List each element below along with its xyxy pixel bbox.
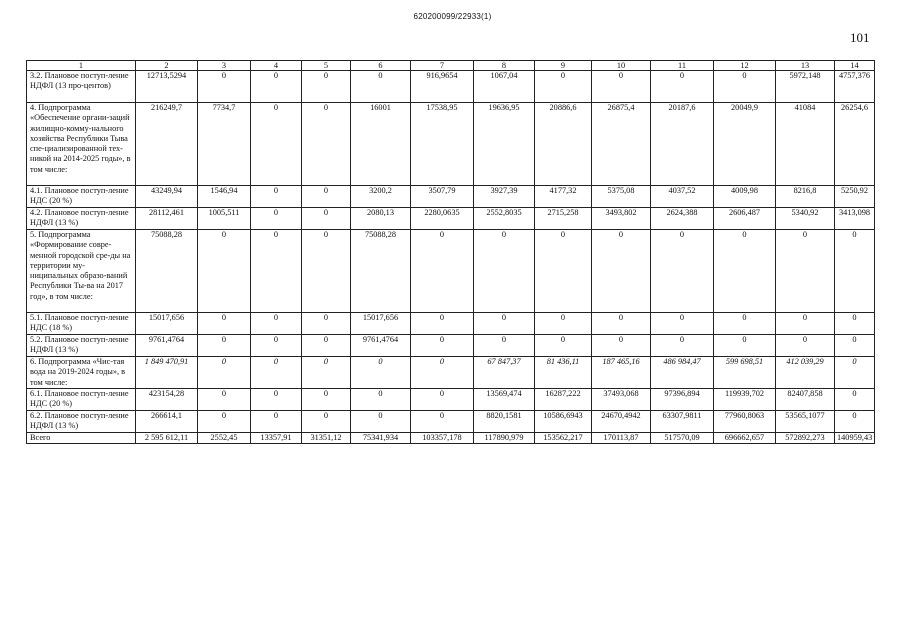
table-cell: 572892,273 [776, 433, 835, 444]
table-cell: 26254,6 [835, 103, 875, 186]
table-cell: 8820,1581 [474, 411, 535, 433]
table-cell: 0 [198, 357, 251, 389]
table-cell: 0 [302, 103, 351, 186]
table-cell: 916,9654 [411, 71, 474, 103]
table-cell: 486 984,47 [651, 357, 714, 389]
table-cell: 0 [411, 357, 474, 389]
table-cell: 67 847,37 [474, 357, 535, 389]
table-cell: 0 [302, 357, 351, 389]
row-label: 5.2. Плановое поступ-ление НДФЛ (13 %) [27, 335, 136, 357]
table-cell: 0 [302, 186, 351, 208]
table-row [27, 411, 875, 433]
table-cell: 3507,79 [411, 186, 474, 208]
column-header: 8 [474, 61, 535, 71]
table-cell: 82407,858 [776, 389, 835, 411]
table-header-row [27, 61, 875, 71]
table-row [27, 357, 875, 389]
table-cell: 187 465,16 [592, 357, 651, 389]
table-cell: 423154,28 [136, 389, 198, 411]
table-cell: 0 [251, 208, 302, 230]
row-label: 3.2. Плановое поступ-ление НДФЛ (13 про-центов) [27, 71, 136, 103]
table-cell: 2 595 612,11 [136, 433, 198, 444]
table-cell: 119939,702 [714, 389, 776, 411]
table-cell: 20187,6 [651, 103, 714, 186]
table-cell: 0 [714, 71, 776, 103]
table-cell: 0 [351, 389, 411, 411]
table-cell: 20049,9 [714, 103, 776, 186]
row-label: 6.1. Плановое поступ-ление НДС (20 %) [27, 389, 136, 411]
table-cell: 1067,04 [474, 71, 535, 103]
table-cell: 97396,894 [651, 389, 714, 411]
table-cell: 77960,8063 [714, 411, 776, 433]
table-cell: 0 [302, 230, 351, 313]
table-cell: 0 [535, 230, 592, 313]
table-cell: 0 [351, 71, 411, 103]
column-header: 11 [651, 61, 714, 71]
table-row [27, 71, 875, 103]
table-cell: 63307,9811 [651, 411, 714, 433]
table-cell: 0 [198, 389, 251, 411]
table-cell: 0 [474, 335, 535, 357]
row-label: 5.1. Плановое поступ-ление НДС (18 %) [27, 313, 136, 335]
column-header: 6 [351, 61, 411, 71]
table-cell: 53565,1077 [776, 411, 835, 433]
table-cell: 24670,4942 [592, 411, 651, 433]
table-cell: 0 [592, 335, 651, 357]
table-cell: 153562,217 [535, 433, 592, 444]
table-cell: 0 [835, 411, 875, 433]
table-cell: 117890,979 [474, 433, 535, 444]
table-cell: 266614,1 [136, 411, 198, 433]
page-number: 101 [850, 30, 870, 45]
table-cell: 3927,39 [474, 186, 535, 208]
table-cell: 0 [714, 313, 776, 335]
table-cell: 517570,09 [651, 433, 714, 444]
table-cell: 4009,98 [714, 186, 776, 208]
table-cell: 16001 [351, 103, 411, 186]
table-cell: 0 [251, 335, 302, 357]
table-cell: 412 039,29 [776, 357, 835, 389]
table-cell: 0 [651, 230, 714, 313]
column-header: 3 [198, 61, 251, 71]
table-cell: 0 [474, 313, 535, 335]
table-cell: 0 [651, 313, 714, 335]
table-cell: 75341,934 [351, 433, 411, 444]
table-cell: 15017,656 [351, 313, 411, 335]
table-cell: 0 [302, 313, 351, 335]
table-cell: 599 698,51 [714, 357, 776, 389]
table-cell: 0 [198, 71, 251, 103]
table-row [27, 335, 875, 357]
table-cell: 7734,7 [198, 103, 251, 186]
table-cell: 26875,4 [592, 103, 651, 186]
table-cell: 0 [411, 411, 474, 433]
document-id: 620200099/22933(1) [413, 12, 492, 21]
table-cell: 0 [835, 230, 875, 313]
table-cell: 0 [592, 313, 651, 335]
row-label: 4.2. Плановое поступ-ление НДФЛ (13 %) [27, 208, 136, 230]
table-cell: 10586,6943 [535, 411, 592, 433]
table-cell: 170113,87 [592, 433, 651, 444]
table-cell: 0 [198, 335, 251, 357]
table-row [27, 389, 875, 411]
budget-table [26, 60, 875, 444]
table-cell: 5250,92 [835, 186, 875, 208]
table-cell: 12713,5294 [136, 71, 198, 103]
column-header: 12 [714, 61, 776, 71]
column-header: 10 [592, 61, 651, 71]
table-cell: 3493,802 [592, 208, 651, 230]
table-cell: 0 [302, 71, 351, 103]
table-cell: 31351,12 [302, 433, 351, 444]
table-cell: 37493,068 [592, 389, 651, 411]
table-cell: 0 [835, 335, 875, 357]
table-cell: 103357,178 [411, 433, 474, 444]
table-cell: 2715,258 [535, 208, 592, 230]
table-cell: 0 [776, 313, 835, 335]
table-cell: 2080,13 [351, 208, 411, 230]
table-cell: 17538,95 [411, 103, 474, 186]
column-header: 5 [302, 61, 351, 71]
table-cell: 0 [302, 335, 351, 357]
table-cell: 16287,222 [535, 389, 592, 411]
table-cell: 0 [535, 71, 592, 103]
table-cell: 3413,098 [835, 208, 875, 230]
table-cell: 2606,487 [714, 208, 776, 230]
table-cell: 5340,92 [776, 208, 835, 230]
table-cell: 0 [251, 186, 302, 208]
row-label: 4.1. Плановое поступ-ление НДС (20 %) [27, 186, 136, 208]
table-cell: 2552,8035 [474, 208, 535, 230]
table-cell: 2552,45 [198, 433, 251, 444]
table-row [27, 230, 875, 313]
table-cell: 3200,2 [351, 186, 411, 208]
table-cell: 1546,94 [198, 186, 251, 208]
table-cell: 4037,52 [651, 186, 714, 208]
row-label: 6.2. Плановое поступ-ление НДФЛ (13 %) [27, 411, 136, 433]
table-cell: 4757,376 [835, 71, 875, 103]
table-cell: 0 [411, 313, 474, 335]
table-cell: 5375,08 [592, 186, 651, 208]
table-cell: 0 [351, 411, 411, 433]
table-cell: 0 [198, 411, 251, 433]
table-cell: 1005,511 [198, 208, 251, 230]
table-row [27, 208, 875, 230]
table-cell: 8216,8 [776, 186, 835, 208]
table-cell: 9761,4764 [136, 335, 198, 357]
table-cell: 0 [251, 230, 302, 313]
row-label: 4. Подпрограмма «Обеспечение органи-заций жилищно-комму-нального хозяйства Республики Тыва спе-циализированной тех-никой на 2014-2025 годы», в том числе: [27, 103, 136, 186]
table-cell: 0 [411, 335, 474, 357]
table-cell: 4177,32 [535, 186, 592, 208]
table-cell: 13569,474 [474, 389, 535, 411]
table-cell: 0 [535, 313, 592, 335]
table-cell: 0 [198, 313, 251, 335]
table-row [27, 433, 875, 444]
table-cell: 140959,43 [835, 433, 875, 444]
table-cell: 28112,461 [136, 208, 198, 230]
table-cell: 0 [251, 103, 302, 186]
table-cell: 216249,7 [136, 103, 198, 186]
table-cell: 0 [835, 389, 875, 411]
table-cell: 9761,4764 [351, 335, 411, 357]
table-cell: 0 [302, 208, 351, 230]
table-cell: 41084 [776, 103, 835, 186]
table-cell: 2280,0635 [411, 208, 474, 230]
table-cell: 75088,28 [136, 230, 198, 313]
table-cell: 0 [535, 335, 592, 357]
table-cell: 0 [651, 335, 714, 357]
table-cell: 75088,28 [351, 230, 411, 313]
table-cell: 0 [251, 357, 302, 389]
table-cell: 0 [251, 313, 302, 335]
table-cell: 0 [411, 230, 474, 313]
table-cell: 5972,148 [776, 71, 835, 103]
column-header: 4 [251, 61, 302, 71]
table-cell: 0 [351, 357, 411, 389]
table-row [27, 103, 875, 186]
table-cell: 0 [251, 411, 302, 433]
column-header: 14 [835, 61, 875, 71]
table-cell: 0 [835, 313, 875, 335]
table-cell: 81 436,11 [535, 357, 592, 389]
table-cell: 0 [592, 71, 651, 103]
table-cell: 0 [302, 389, 351, 411]
table-cell: 20886,6 [535, 103, 592, 186]
table-cell: 43249,94 [136, 186, 198, 208]
table-cell: 0 [651, 71, 714, 103]
table-cell: 0 [198, 230, 251, 313]
table-row [27, 186, 875, 208]
table-cell: 0 [474, 230, 535, 313]
table-cell: 0 [776, 335, 835, 357]
table-cell: 19636,95 [474, 103, 535, 186]
table-cell: 1 849 470,91 [136, 357, 198, 389]
row-label: 6. Подпрограмма «Чис-тая вода на 2019-2024 годы», в том числе: [27, 357, 136, 389]
table-cell: 0 [776, 230, 835, 313]
table-cell: 0 [714, 335, 776, 357]
column-header: 9 [535, 61, 592, 71]
row-label: 5. Подпрограмма «Формирование совре-менной городской сре-ды на территории му-ниципальных образо-ваний Республики Ты-ва на 2017 год», в том числе: [27, 230, 136, 313]
table-cell: 0 [714, 230, 776, 313]
column-header: 2 [136, 61, 198, 71]
column-header: 13 [776, 61, 835, 71]
table-cell: 0 [251, 389, 302, 411]
table-cell: 13357,91 [251, 433, 302, 444]
column-header: 7 [411, 61, 474, 71]
row-label: Всего [27, 433, 136, 444]
table-row [27, 313, 875, 335]
table-cell: 0 [592, 230, 651, 313]
table-cell: 0 [302, 411, 351, 433]
column-header: 1 [27, 61, 136, 71]
table-cell: 0 [251, 71, 302, 103]
table-cell: 0 [835, 357, 875, 389]
table-cell: 696662,657 [714, 433, 776, 444]
table-cell: 2624,388 [651, 208, 714, 230]
table-cell: 15017,656 [136, 313, 198, 335]
table-cell: 0 [411, 389, 474, 411]
